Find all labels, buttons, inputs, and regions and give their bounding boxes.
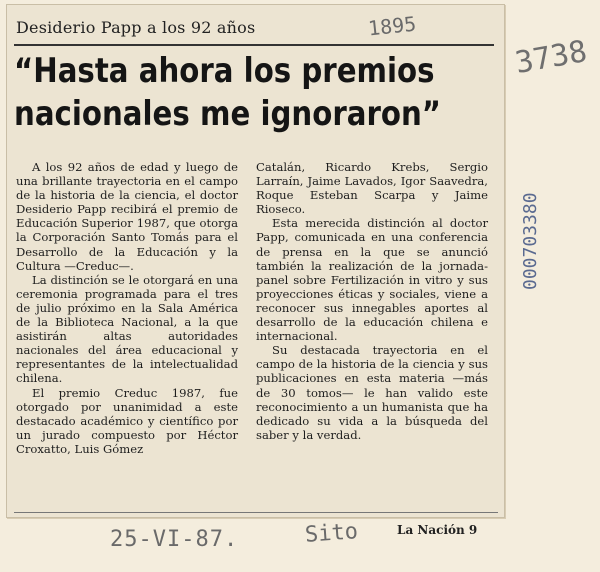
article-kicker: Desiderio Papp a los 92 años <box>16 18 256 37</box>
article-column-2 <box>256 160 488 442</box>
kicker-rule <box>14 44 494 46</box>
article-headline <box>14 50 442 136</box>
handwritten-catalog-number: 000703380 <box>520 192 541 290</box>
newspaper-source: La Nación 9 <box>397 523 478 537</box>
paragraph: La distinción se le otorgará en una ceremonia programada para el tres de julio próximo en la Sala América de la Biblioteca Nacional, a la que asistirán altas autoridades nacionales del área educacional y representantes de la intelectualidad chilena. <box>16 272 238 386</box>
headline-line-1: “Hasta ahora los premios <box>14 51 435 91</box>
footer-rule <box>14 512 498 513</box>
paragraph: Su destacada trayectoria en el campo de la historia de la ciencia y sus publicaciones en esta materia —más de 30 tomos— le han valido este reconocimiento a un humanista que ha dedicado su vida a la búsqueda del saber y la verdad. <box>256 343 488 442</box>
handwritten-mark: Sito <box>304 519 359 548</box>
paragraph: Catalán, Ricardo Krebs, Sergio Larraín, Jaime Lavados, Igor Saavedra, Roque Esteban Scarpa y Jaime Rioseco. <box>256 160 488 217</box>
paragraph: A los 92 años de edad y luego de una brillante trayectoria en el campo de la historia de la ciencia, el doctor Desiderio Papp recibirá el premio de Educación Superior 1987, que otorga la Corporación Santo Tomás para el Desarrollo de la Educación y la Cultura —Creduc—. <box>16 160 238 273</box>
headline-line-2: nacionales me ignoraron” <box>14 94 442 134</box>
handwritten-id: 3738 <box>512 33 590 82</box>
article-column-1 <box>16 160 238 456</box>
handwritten-year: 1895 <box>366 11 418 41</box>
paragraph: Esta merecida distinción al doctor Papp, comunicada en una conferencia de prensa en la que se anunció también la realización de la jornada-panel sobre Fertilización in vitro y sus proyecciones éticas y sociales, viene a reconocer sus innegables aportes al desarrollo de la educación chilena e internacional. <box>256 216 488 344</box>
handwritten-date: 25-VI-87. <box>110 527 239 552</box>
paragraph: El premio Creduc 1987, fue otorgado por unanimidad a este destacado académico y científico por un jurado compuesto por Héctor Croxatto, Luis Gómez <box>16 385 238 456</box>
